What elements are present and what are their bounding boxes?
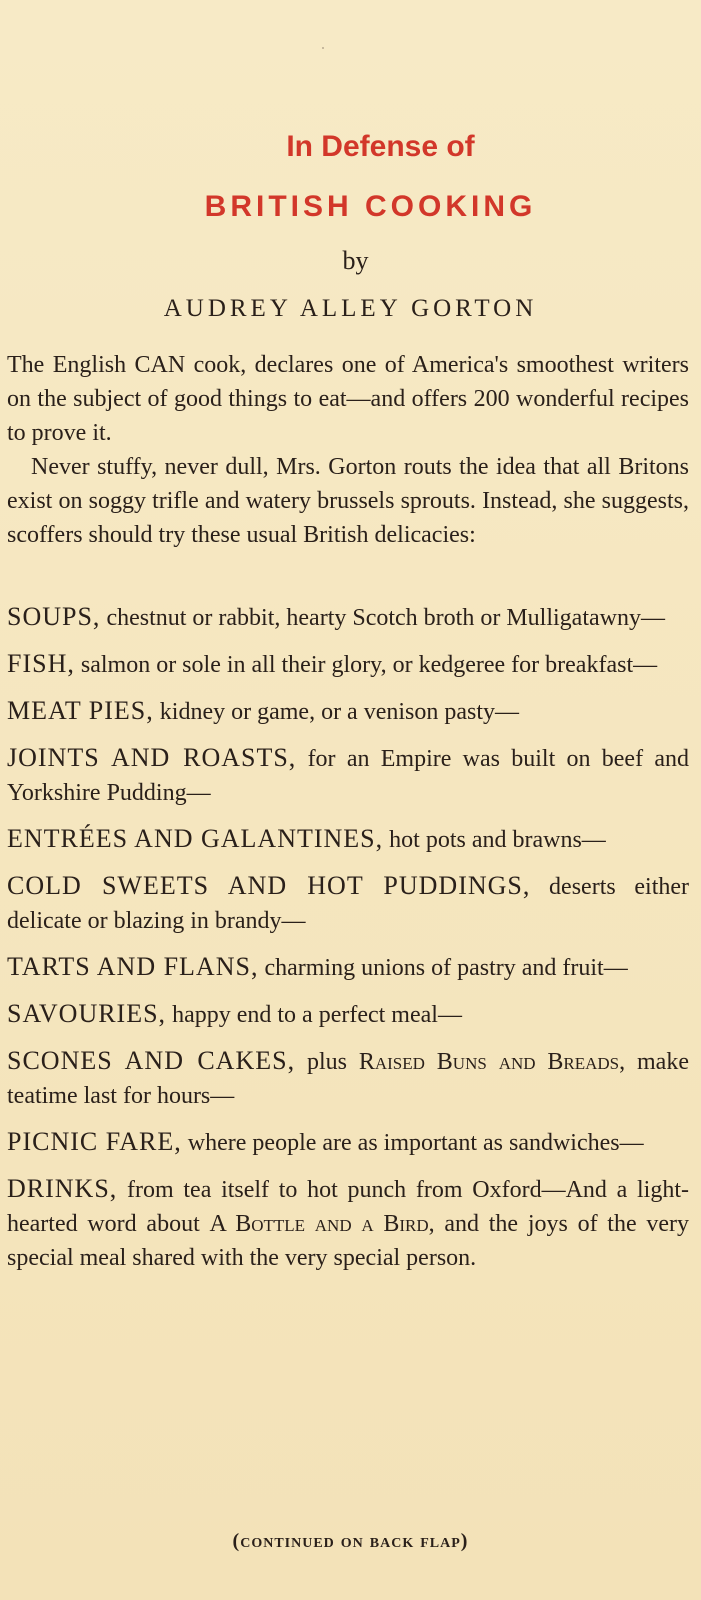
list-item-picnic	[7, 1125, 689, 1160]
list-item-scones	[7, 1044, 689, 1113]
item-text: kidney or game, or a venison pasty—	[153, 699, 520, 725]
byline: by	[342, 246, 369, 275]
item-text: chestnut or rabbit, hearty Scotch broth or Mulligatawny—	[100, 605, 665, 631]
item-heading: MEAT PIES,	[7, 696, 154, 725]
title-line-1: In Defense of	[286, 130, 475, 163]
item-heading: FISH,	[7, 649, 75, 678]
item-heading: SAVOURIES,	[7, 999, 167, 1028]
item-heading: DRINKS,	[7, 1174, 118, 1203]
item-text: plus	[295, 1049, 359, 1075]
item-small-caps: Raised Buns and Breads	[358, 1049, 620, 1075]
item-text-after: , make teatime last for hours—	[7, 1049, 689, 1109]
item-text: for an Empire was built on beef and Yorkshire Pudding—	[7, 746, 689, 806]
item-text: hot pots and brawns—	[383, 827, 606, 853]
delicacies-list	[7, 600, 689, 1287]
item-heading: SCONES AND CAKES,	[7, 1046, 296, 1075]
item-text-after: , and the joys of the very special meal shared with the very special person.	[7, 1211, 689, 1271]
continued-note: (continued on back flap)	[232, 1530, 469, 1552]
list-item-tarts	[7, 950, 689, 985]
list-item-fish	[7, 647, 689, 682]
item-heading: TARTS AND FLANS,	[7, 952, 259, 981]
list-item-cold-sweets	[7, 869, 689, 938]
item-heading: PICNIC FARE,	[7, 1127, 182, 1156]
list-item-meat-pies	[7, 694, 689, 729]
item-text: salmon or sole in all their glory, or kedgeree for breakfast—	[74, 652, 658, 678]
list-item-drinks	[7, 1172, 689, 1275]
intro-paragraph-1: The English CAN cook, declares one of America's smoothest writers on the subject of good things to eat—and offers 200 wonderful recipes to prove it.	[7, 352, 689, 446]
list-item-entrees	[7, 822, 689, 857]
list-item-joints	[7, 741, 689, 810]
intro-text	[7, 348, 689, 552]
item-text: charming unions of pastry and fruit—	[258, 955, 628, 981]
item-text: happy end to a perfect meal—	[166, 1002, 462, 1028]
intro-paragraph-2: Never stuffy, never dull, Mrs. Gorton routs the idea that all Britons exist on soggy trifle and watery brussels sprouts. Instead, she suggests, scoffers should try these usual British delicacies:	[7, 454, 689, 548]
title-line-2: BRITISH COOKING	[204, 190, 537, 223]
item-heading: ENTRÉES AND GALANTINES,	[7, 824, 384, 853]
author-name: AUDREY ALLEY GORTON	[163, 295, 538, 322]
paper-speck	[322, 47, 324, 49]
item-small-caps: A Bottle and a Bird	[209, 1211, 429, 1237]
item-heading: SOUPS,	[7, 602, 101, 631]
item-text: deserts either delicate or blazing in brandy—	[7, 874, 690, 934]
item-heading: JOINTS AND ROASTS,	[7, 743, 297, 772]
item-text: where people are as important as sandwiches—	[181, 1130, 644, 1156]
list-item-soups	[7, 600, 689, 635]
item-heading: COLD SWEETS AND HOT PUDDINGS,	[7, 871, 531, 900]
item-text: from tea itself to hot punch from Oxford—And a light-hearted word about	[7, 1177, 689, 1237]
list-item-savouries	[7, 997, 689, 1032]
